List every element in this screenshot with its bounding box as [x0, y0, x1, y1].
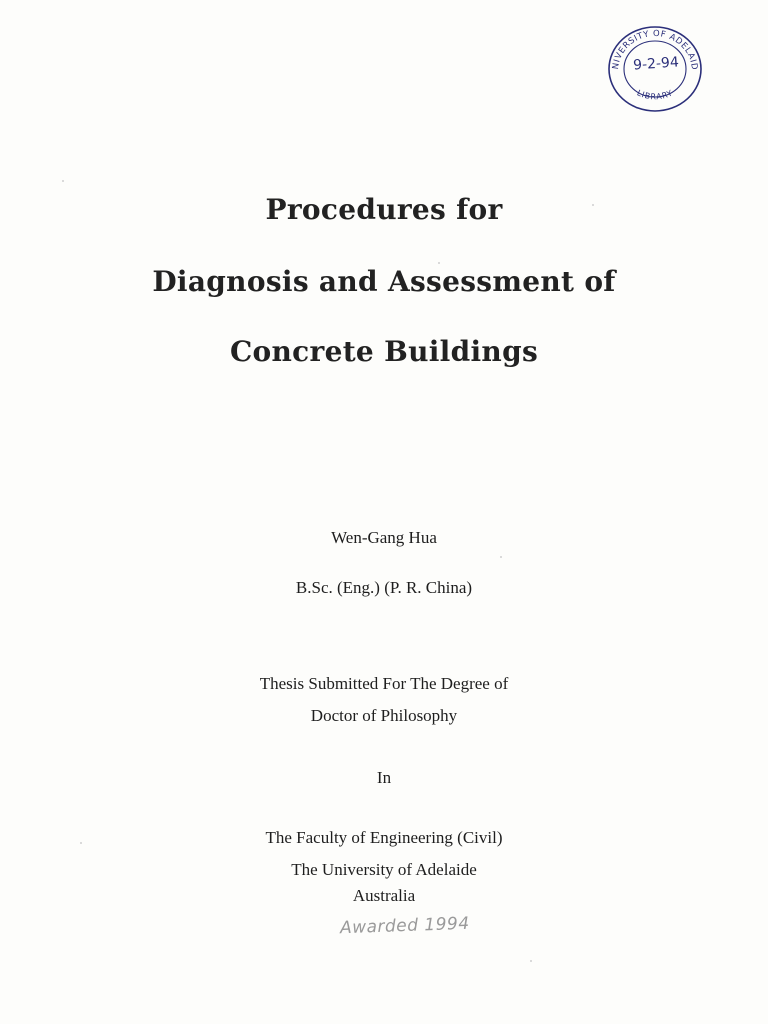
stamp-date: 9-2-94: [632, 54, 680, 74]
institution-country: Australia: [352, 886, 416, 905]
submission-degree: Doctor of Philosophy: [310, 706, 458, 725]
author-degree: B.Sc. (Eng.) (P. R. China): [295, 578, 473, 597]
author-name: Wen-Gang Hua: [331, 528, 437, 547]
scan-speck: [592, 204, 594, 206]
submission-in: In: [376, 768, 392, 787]
submission-line-1: Thesis Submitted For The Degree of: [259, 674, 509, 693]
title-line-2: Diagnosis and Assessment of: [152, 265, 616, 298]
scan-speck: [530, 960, 532, 962]
institution-university: The University of Adelaide: [291, 860, 477, 879]
handwritten-note: Awarded 1994: [339, 913, 470, 939]
institution-faculty: The Faculty of Engineering (Civil): [265, 828, 503, 847]
scan-speck: [80, 842, 82, 844]
title-line-1: Procedures for: [265, 193, 503, 226]
scan-speck: [438, 262, 440, 264]
stamp-ring-text: NIVERSITY OF ADELAID: [610, 28, 700, 71]
title-line-3: Concrete Buildings: [229, 335, 539, 368]
stamp-bottom-text: LIBRARY: [635, 88, 675, 102]
scan-speck: [62, 180, 64, 182]
svg-text:LIBRARY: [636, 88, 675, 101]
scan-speck: [500, 556, 502, 558]
